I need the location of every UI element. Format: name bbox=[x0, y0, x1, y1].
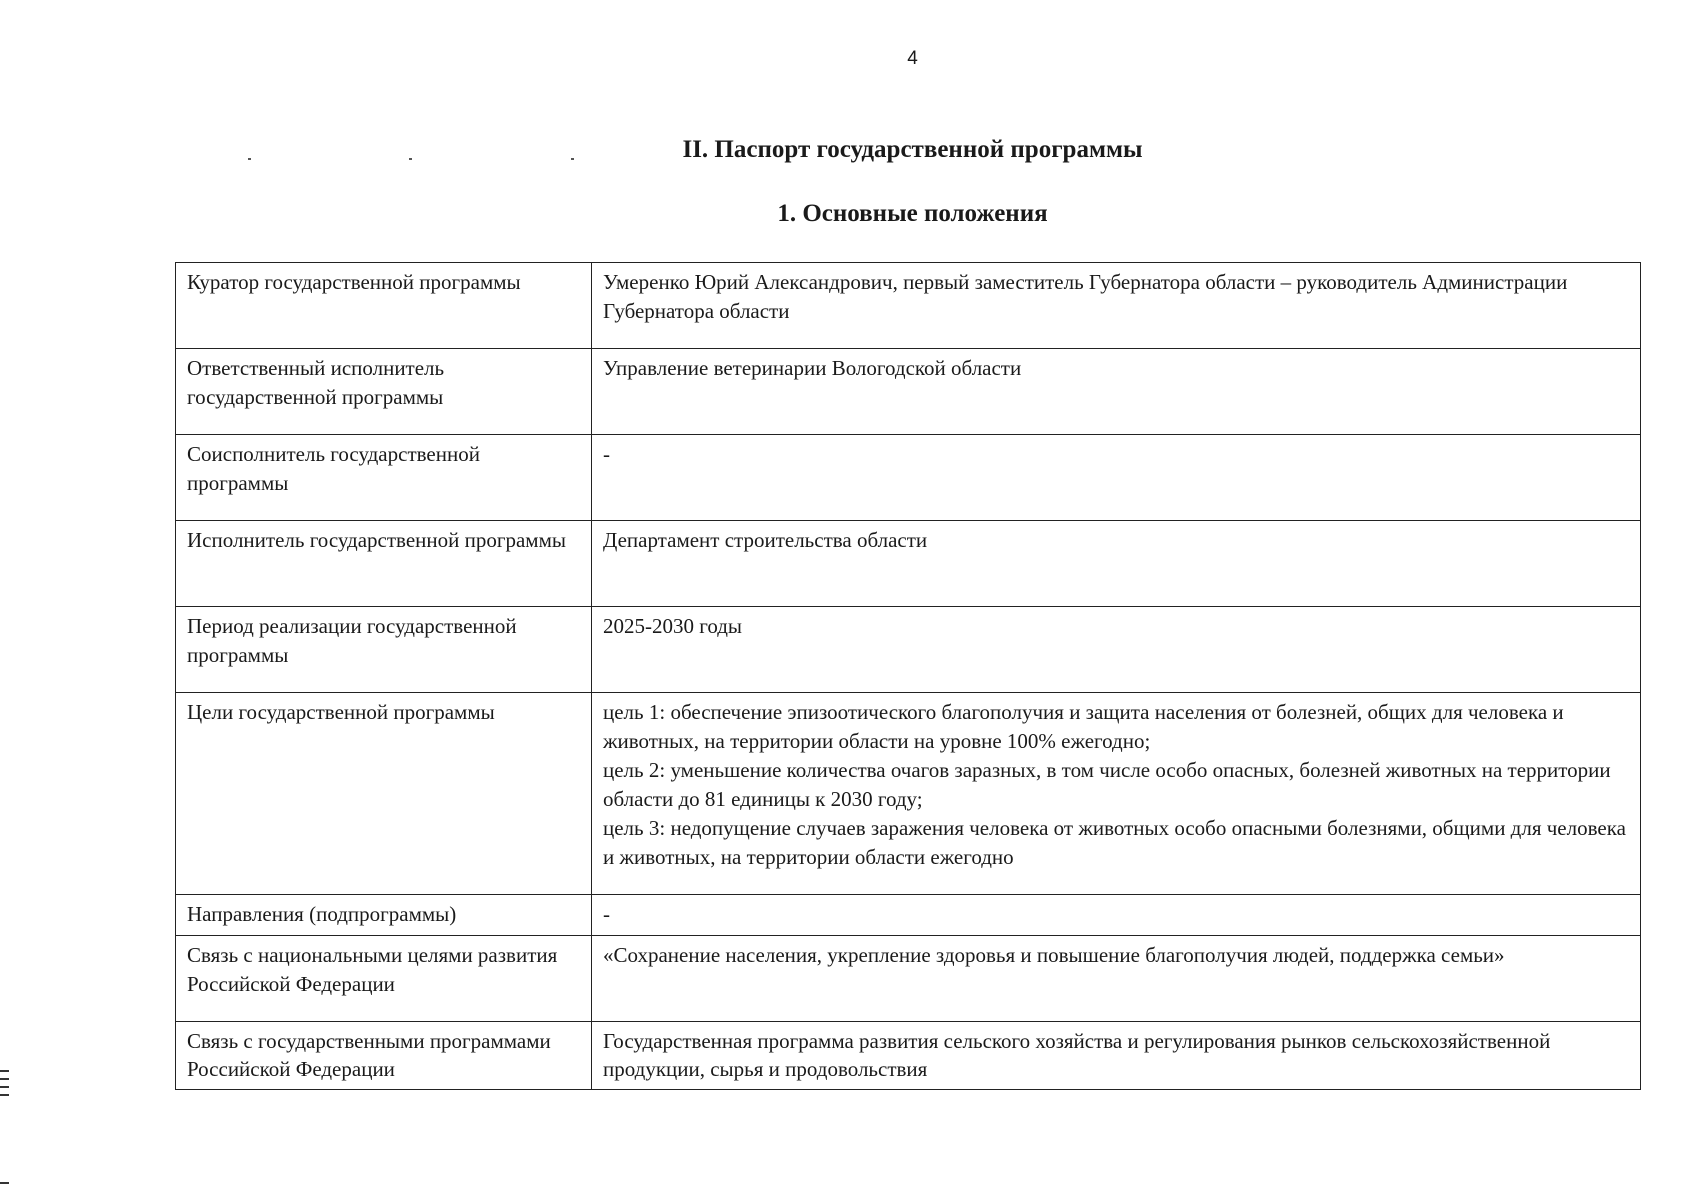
row-value-period: 2025-2030 годы bbox=[592, 607, 1641, 693]
binding-mark bbox=[0, 1182, 9, 1184]
row-label-national-goals: Связь с национальными целями развития Российской Федерации bbox=[176, 936, 592, 1022]
row-label-co-executor: Соисполнитель государственной программы bbox=[176, 435, 592, 521]
table-row bbox=[176, 895, 1641, 936]
row-value-directions: - bbox=[592, 895, 1641, 936]
table-row bbox=[176, 349, 1641, 435]
subsection-title: 1. Основные положения bbox=[777, 200, 1048, 227]
goal-item-1: цель 1: обеспечение эпизоотического благополучия и защита населения от болезней, общих для человека и животных, на территории области на уровне 100% ежегодно; bbox=[603, 700, 1564, 753]
table-row bbox=[176, 607, 1641, 693]
row-label-directions: Направления (подпрограммы) bbox=[176, 895, 592, 936]
row-value-co-executor: - bbox=[592, 435, 1641, 521]
page-number: 4 bbox=[907, 48, 918, 69]
table-row bbox=[176, 521, 1641, 607]
goal-item-2: цель 2: уменьшение количества очагов заразных, в том числе особо опасных, болезней животных на территории области до 81 единицы к 2030 году; bbox=[603, 758, 1611, 811]
table-row bbox=[176, 1022, 1641, 1090]
row-value-responsible-executor: Управление ветеринарии Вологодской области bbox=[592, 349, 1641, 435]
row-label-curator: Куратор государственной программы bbox=[176, 263, 592, 349]
row-label-responsible-executor: Ответственный исполнитель государственной программы bbox=[176, 349, 592, 435]
row-value-state-programs: Государственная программа развития сельского хозяйства и регулирования рынков сельскохозяйственной продукции, сырья и продовольствия bbox=[592, 1022, 1641, 1090]
table-row bbox=[176, 435, 1641, 521]
row-label-state-programs: Связь с государственными программами Российской Федерации bbox=[176, 1022, 592, 1090]
row-value-executor: Департамент строительства области bbox=[592, 521, 1641, 607]
row-value-goals bbox=[592, 693, 1641, 895]
binding-mark bbox=[0, 1078, 9, 1080]
section-title: II. Паспорт государственной программы bbox=[682, 136, 1143, 163]
row-label-executor: Исполнитель государственной программы bbox=[176, 521, 592, 607]
row-label-period: Период реализации государственной программы bbox=[176, 607, 592, 693]
binding-mark bbox=[0, 1086, 9, 1088]
table-row bbox=[176, 263, 1641, 349]
program-passport-table bbox=[175, 262, 1641, 1090]
binding-mark bbox=[0, 1070, 9, 1072]
row-value-national-goals: «Сохранение населения, укрепление здоровья и повышение благополучия людей, поддержка семьи» bbox=[592, 936, 1641, 1022]
row-value-curator: Умеренко Юрий Александрович, первый заместитель Губернатора области – руководитель Администрации Губернатора области bbox=[592, 263, 1641, 349]
table-row bbox=[176, 936, 1641, 1022]
binding-mark bbox=[0, 1094, 9, 1096]
table-row bbox=[176, 693, 1641, 895]
row-label-goals: Цели государственной программы bbox=[176, 693, 592, 895]
goal-item-3: цель 3: недопущение случаев заражения человека от животных особо опасными болезнями, общими для человека и животных, на территории области ежегодно bbox=[603, 816, 1626, 869]
